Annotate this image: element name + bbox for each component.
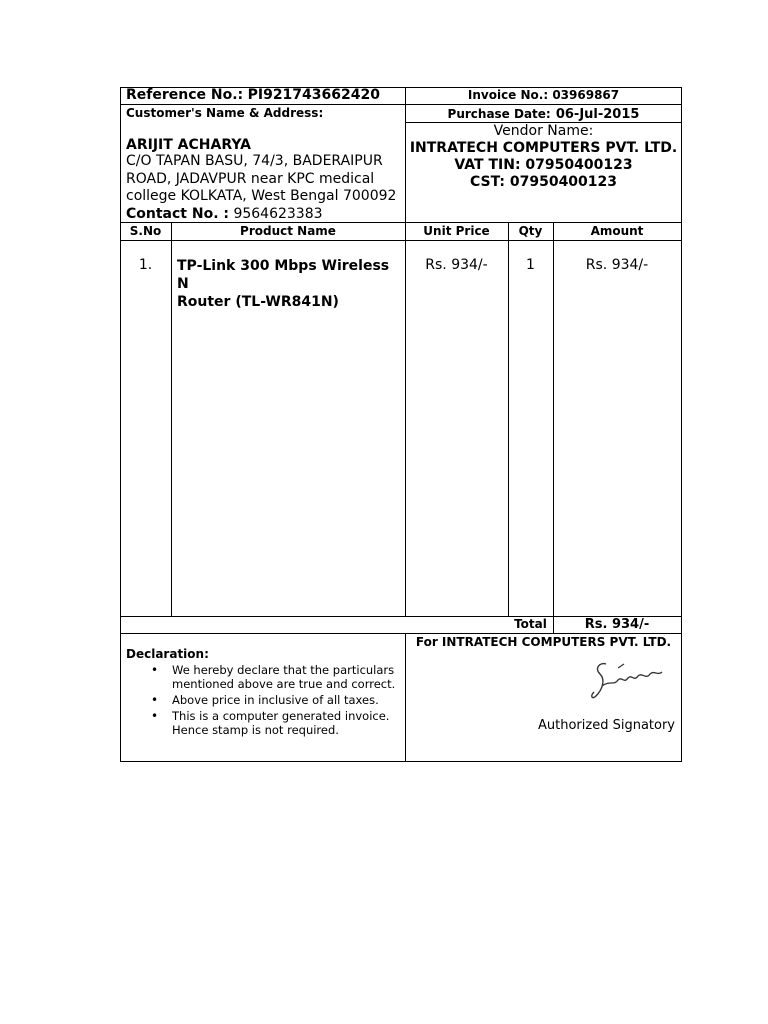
purchase-date-value: 06-Jul-2015 (555, 107, 640, 122)
vendor-heading: Vendor Name: (493, 123, 594, 139)
address-line-3: college KOLKATA, West Bengal 700092 (126, 188, 397, 204)
row-unit-price: Rs. 934/- (425, 257, 488, 273)
declaration-item: • Above price in inclusive of all taxes. (126, 693, 402, 707)
border-left (120, 87, 121, 762)
vendor-cst: CST: 07950400123 (469, 174, 618, 190)
column-header-sno: S.No (129, 224, 162, 238)
row-sno: 1. (138, 257, 153, 273)
customer-heading: Customer's Name & Address: (126, 106, 324, 120)
col-divider-3 (508, 222, 509, 617)
product-line-2: Router (TL-WR841N) (177, 294, 339, 310)
declaration-list (126, 663, 402, 739)
declaration-item: • This is a computer generated invoice. Hence stamp is not required. (126, 709, 402, 737)
product-line-1: TP-Link 300 Mbps Wireless N (177, 258, 390, 292)
reference-number (126, 87, 401, 104)
column-header-amount: Amount (590, 224, 644, 238)
purchase-date (405, 104, 682, 124)
col-divider-2 (405, 222, 406, 617)
column-header-product: Product Name (240, 224, 336, 238)
authorized-signatory: Authorized Signatory (538, 718, 675, 733)
reference-value: PI921743662420 (247, 87, 380, 103)
vendor-vat: VAT TIN: 07950400123 (454, 157, 633, 173)
total-label: Total (514, 617, 547, 631)
contact-value: 9564623383 (233, 205, 323, 222)
address-line-1: C/O TAPAN BASU, 74/3, BADERAIPUR (126, 153, 383, 169)
reference-label: Reference No.: (126, 87, 244, 103)
handwritten-signature (588, 656, 668, 704)
declaration-item: • We hereby declare that the particulars mentioned above are true and correct. (126, 663, 402, 691)
vendor-name: INTRATECH COMPUTERS PVT. LTD. (409, 140, 678, 156)
signature-company: For INTRATECH COMPUTERS PVT. LTD. (415, 635, 672, 649)
total-value: Rs. 934/- (584, 617, 650, 632)
contact-number (126, 206, 404, 224)
invoice-value: 03969867 (552, 88, 620, 102)
border-bottom (120, 761, 682, 762)
col-divider-1 (171, 222, 172, 617)
declaration-heading: Declaration: (126, 647, 209, 661)
customer-address (126, 153, 404, 223)
divider-table-header-bottom (120, 240, 682, 241)
purchase-date-label: Purchase Date: (447, 107, 551, 121)
invoice-number (405, 87, 682, 104)
column-header-qty: Qty (518, 224, 543, 238)
row-qty: 1 (526, 257, 535, 273)
col-divider-4 (553, 222, 554, 634)
contact-label: Contact No. : (126, 205, 229, 222)
row-product-name (177, 257, 403, 311)
column-header-unit-price: Unit Price (423, 224, 490, 238)
address-line-2: ROAD, JADAVPUR near KPC medical (126, 170, 375, 187)
row-amount: Rs. 934/- (585, 257, 649, 273)
customer-name: ARIJIT ACHARYA (126, 137, 251, 153)
invoice-label: Invoice No.: (467, 88, 549, 102)
divider-footer-middle (405, 633, 406, 762)
vendor-block (405, 123, 682, 191)
